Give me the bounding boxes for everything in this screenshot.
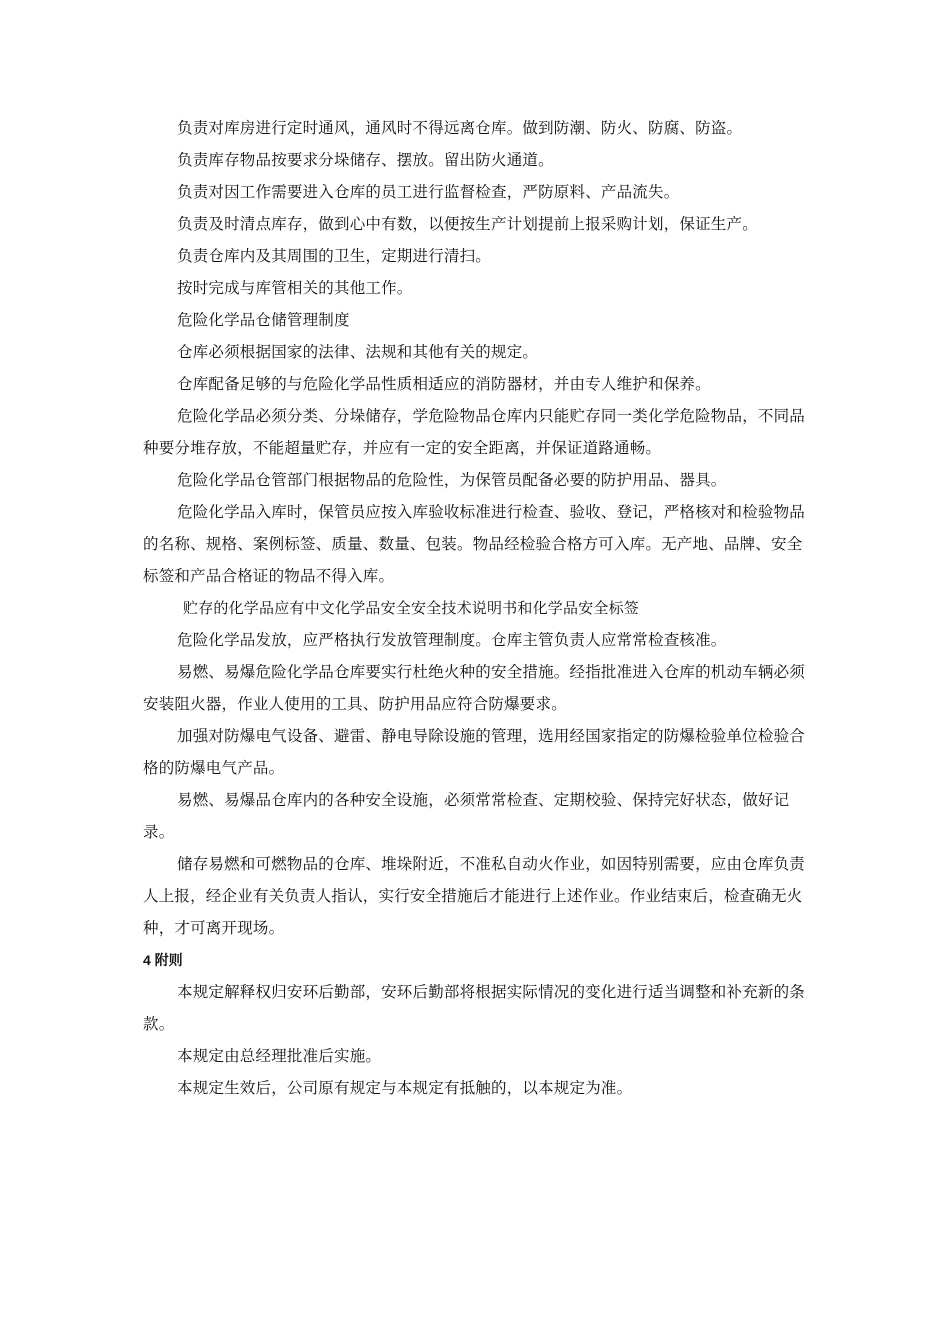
paragraph: 危险化学品仓管部门根据物品的危险性，为保管员配备必要的防护用品、器具。 bbox=[177, 471, 727, 489]
paragraph: 危险化学品必须分类、分垛储存，学危险物品仓库内只能贮存同一类化学危险物品，不同品种要分堆存放，不能超量贮存，并应有一定的安全距离，并保证道路通畅。 bbox=[143, 407, 806, 457]
paragraph: 仓库必须根据国家的法律、法规和其他有关的规定。 bbox=[177, 343, 539, 361]
paragraph: 仓库配备足够的与危险化学品性质相适应的消防器材，并由专人维护和保养。 bbox=[177, 375, 711, 393]
paragraph: 负责对库房进行定时通风，通风时不得远离仓库。做到防潮、防火、防腐、防盗。 bbox=[177, 119, 743, 137]
paragraph: 负责及时清点库存，做到心中有数，以便按生产计划提前上报采购计划，保证生产。 bbox=[177, 215, 758, 233]
paragraph: 负责对因工作需要进入仓库的员工进行监督检查，严防原料、产品流失。 bbox=[177, 183, 680, 201]
paragraph: 负责库存物品按要求分垛储存、摆放。留出防火通道。 bbox=[177, 151, 554, 169]
paragraph: 负责仓库内及其周围的卫生，定期进行清扫。 bbox=[177, 247, 492, 265]
subsection-title: 危险化学品仓储管理制度 bbox=[177, 311, 350, 329]
paragraph: 危险化学品发放，应严格执行发放管理制度。仓库主管负责人应常常检查核准。 bbox=[177, 631, 727, 649]
paragraph: 易燃、易爆危险化学品仓库要实行杜绝火种的安全措施。经指批准进入仓库的机动车辆必须安装阻火器，作业人使用的工具、防护用品应符合防爆要求。 bbox=[143, 663, 806, 713]
paragraph: 贮存的化学品应有中文化学品安全安全技术说明书和化学品安全标签 bbox=[183, 599, 640, 617]
paragraph: 本规定解释权归安环后勤部，安环后勤部将根据实际情况的变化进行适当调整和补充新的条款。 bbox=[143, 983, 806, 1033]
paragraph: 按时完成与库管相关的其他工作。 bbox=[177, 279, 413, 297]
paragraph: 危险化学品入库时，保管员应按入库验收标准进行检查、验收、登记，严格核对和检验物品的名称、规格、案例标签、质量、数量、包装。物品经检验合格方可入库。无产地、品牌、安全标签和产品合格证的物品不得入库。 bbox=[143, 503, 806, 585]
paragraph: 本规定由总经理批准后实施。 bbox=[177, 1047, 382, 1065]
paragraph: 本规定生效后，公司原有规定与本规定有抵触的，以本规定为准。 bbox=[177, 1079, 633, 1097]
paragraph: 加强对防爆电气设备、避雷、静电导除设施的管理，选用经国家指定的防爆检验单位检验合格的防爆电气产品。 bbox=[143, 727, 806, 777]
document-body bbox=[143, 112, 809, 1104]
paragraph: 易燃、易爆品仓库内的各种安全设施，必须常常检查、定期校验、保持完好状态，做好记录。 bbox=[143, 791, 790, 841]
section-heading: 4 附则 bbox=[143, 952, 183, 968]
paragraph: 储存易燃和可燃物品的仓库、堆垛附近，不准私自动火作业，如因特别需要，应由仓库负责人上报，经企业有关负责人指认，实行安全措施后才能进行上述作业。作业结束后，检查确无火种，才可离开现场。 bbox=[143, 855, 806, 937]
